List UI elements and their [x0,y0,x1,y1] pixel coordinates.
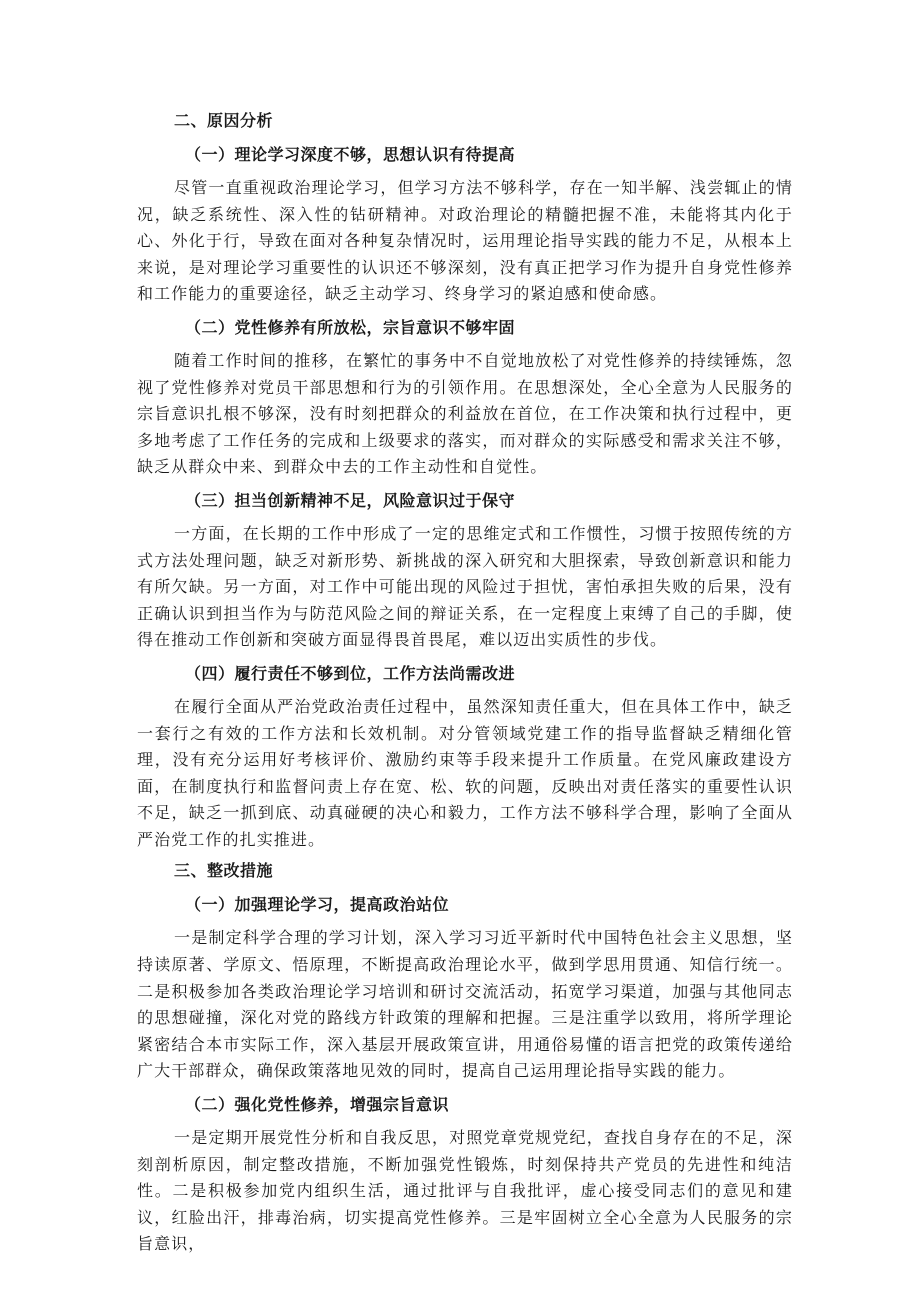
paragraph: 一是制定科学合理的学习计划，深入学习习近平新时代中国特色社会主义思想，坚持读原著、学原文、悟原理，不断提高政治理论水平，做到学思用贯通、知信行统一。二是积极参加各类政治理论学习培训和研讨交流活动，拓宽学习渠道，加强与其他同志的思想碰撞，深化对党的路线方针政策的理解和把握。三是注重学以致用，将所学理论紧密结合本市实际工作，深入基层开展政策宣讲，用通俗易懂的语言把党的政策传递给广大干部群众，确保政策落地见效的同时，提高自己运用理论指导实践的能力。 [137,928,793,1081]
paragraph: 在履行全面从严治党政治责任过程中，虽然深知责任重大，但在具体工作中，缺乏一套行之有效的工作方法和长效机制。对分管领域党建工作的指导监督缺乏精细化管理，没有充分运用好考核评价、激励约束等手段来提升工作质量。在党风廉政建设方面，在制度执行和监督问责上存在宽、松、软的问题，反映出对责任落实的重要性认识不足，缺乏一抓到底、动真碰硬的决心和毅力，工作方法不够科学合理，影响了全面从严治党工作的扎实推进。 [137,696,793,849]
subsection-heading: （一）加强理论学习，提高政治站位 [185,895,450,915]
subsection-heading: （二）党性修养有所放松，宗旨意识不够牢固 [185,317,516,337]
paragraph: 一方面，在长期的工作中形成了一定的思维定式和工作惯性，习惯于按照传统的方式方法处理问题，缺乏对新形势、新挑战的深入研究和大胆探索，导致创新意识和能力有所欠缺。另一方面，对工作中可能出现的风险过于担忧，害怕承担失败的后果，没有正确认识到担当作为与防范风险之间的辩证关系，在一定程度上束缚了自己的手脚，使得在推动工作创新和突破方面显得畏首畏尾，难以迈出实质性的步伐。 [137,523,793,650]
section-heading: 二、原因分析 [174,111,274,130]
subsection-heading: （一）理论学习深度不够，思想认识有待提高 [185,145,516,164]
subsection-heading: （二）强化党性修养，增强宗旨意识 [185,1095,450,1115]
document-page [137,103,793,1262]
paragraph: 尽管一直重视政治理论学习，但学习方法不够科学，存在一知半解、浅尝辄止的情况，缺乏系统性、深入性的钻研精神。对政治理论的精髓把握不准，未能将其内化于心、外化于行，导致在面对各种复杂情况时，运用理论指导实践的能力不足，从根本上来说，是对理论学习重要性的认识还不够深刻，没有真正把学习作为提升自身党性修养和工作能力的重要途径，缺乏主动学习、终身学习的紧迫感和使命感。 [137,178,793,304]
paragraph: 随着工作时间的推移，在繁忙的事务中不自觉地放松了对党性修养的持续锤炼，忽视了党性修养对党员干部思想和行为的引领作用。在思想深处，全心全意为人民服务的宗旨意识扎根不够深，没有时刻把群众的利益放在首位，在工作决策和执行过程中，更多地考虑了工作任务的完成和上级要求的落实，而对群众的实际感受和需求关注不够，缺乏从群众中来、到群众中去的工作主动性和自觉性。 [137,350,793,477]
paragraph: 一是定期开展党性分析和自我反思，对照党章党规党纪，查找自身存在的不足，深刻剖析原因，制定整改措施，不断加强党性锻炼，时刻保持共产党员的先进性和纯洁性。二是积极参加党内组织生活，通过批评与自我批评，虚心接受同志们的意见和建议，红脸出汗，排毒治病，切实提高党性修养。三是牢固树立全心全意为人民服务的宗旨意识， [137,1128,793,1254]
subsection-heading: （三）担当创新精神不足，风险意识过于保守 [185,490,516,510]
subsection-heading: （四）履行责任不够到位，工作方法尚需改进 [185,663,516,683]
section-heading: 三、整改措施 [174,861,274,881]
